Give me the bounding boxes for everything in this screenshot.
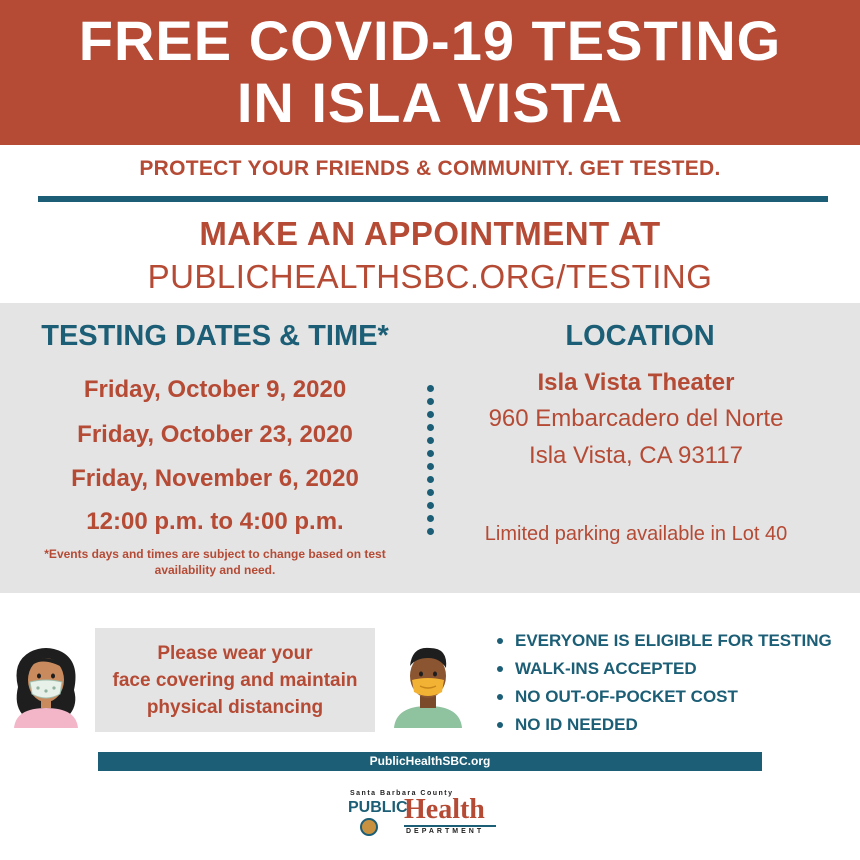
testing-dates-title: TESTING DATES & TIME* [41, 320, 389, 352]
logo-department: DEPARTMENT [406, 828, 485, 835]
header-banner [0, 0, 860, 145]
parking-note: Limited parking available in Lot 40 [484, 523, 788, 545]
man-with-mask-icon [388, 640, 468, 728]
logo-health: Health [404, 794, 485, 825]
disclaimer: *Events days and times are subject to change based on test availability and need. [44, 547, 386, 577]
appointment-url[interactable]: PUBLICHEALTHSBC.ORG/TESTING [147, 258, 713, 295]
header-line-2: IN ISLA VISTA [236, 71, 624, 134]
divider [38, 196, 828, 202]
mask-notice-line: Please wear your [157, 643, 313, 664]
location-address-line-2: Isla Vista, CA 93117 [529, 442, 743, 469]
list-item: NO OUT-OF-POCKET COST [495, 683, 832, 711]
woman-with-mask-icon [8, 642, 83, 728]
list-item: NO ID NEEDED [495, 711, 832, 739]
testing-date: Friday, November 6, 2020 [71, 465, 359, 492]
testing-date: Friday, October 9, 2020 [83, 376, 347, 403]
mask-notice-line: physical distancing [146, 697, 324, 718]
info-panel [0, 303, 860, 593]
mask-notice-line: face covering and maintain [112, 670, 358, 691]
location-address-line-1: 960 Embarcadero del Norte [488, 405, 784, 432]
footer-website-link[interactable]: PublicHealthSBC.org [98, 752, 762, 771]
list-item: EVERYONE IS ELIGIBLE FOR TESTING [495, 627, 832, 655]
county-seal-icon [360, 818, 378, 836]
list-item: WALK-INS ACCEPTED [495, 655, 832, 683]
mask-notice [95, 628, 375, 732]
testing-date: Friday, October 23, 2020 [77, 421, 353, 448]
public-health-logo [344, 790, 504, 840]
logo-county: Santa Barbara County [350, 790, 454, 797]
header-line-1: FREE COVID-19 TESTING [78, 9, 782, 72]
tagline: PROTECT YOUR FRIENDS & COMMUNITY. GET TESTED. [139, 157, 721, 180]
appointment-title: MAKE AN APPOINTMENT AT [199, 215, 661, 252]
features-list [495, 627, 832, 739]
logo-public: PUBLIC [348, 799, 408, 816]
location-title: LOCATION [565, 320, 715, 352]
location-name: Isla Vista Theater [537, 369, 735, 396]
logo-underline [404, 825, 496, 827]
testing-time: 12:00 p.m. to 4:00 p.m. [86, 508, 344, 535]
